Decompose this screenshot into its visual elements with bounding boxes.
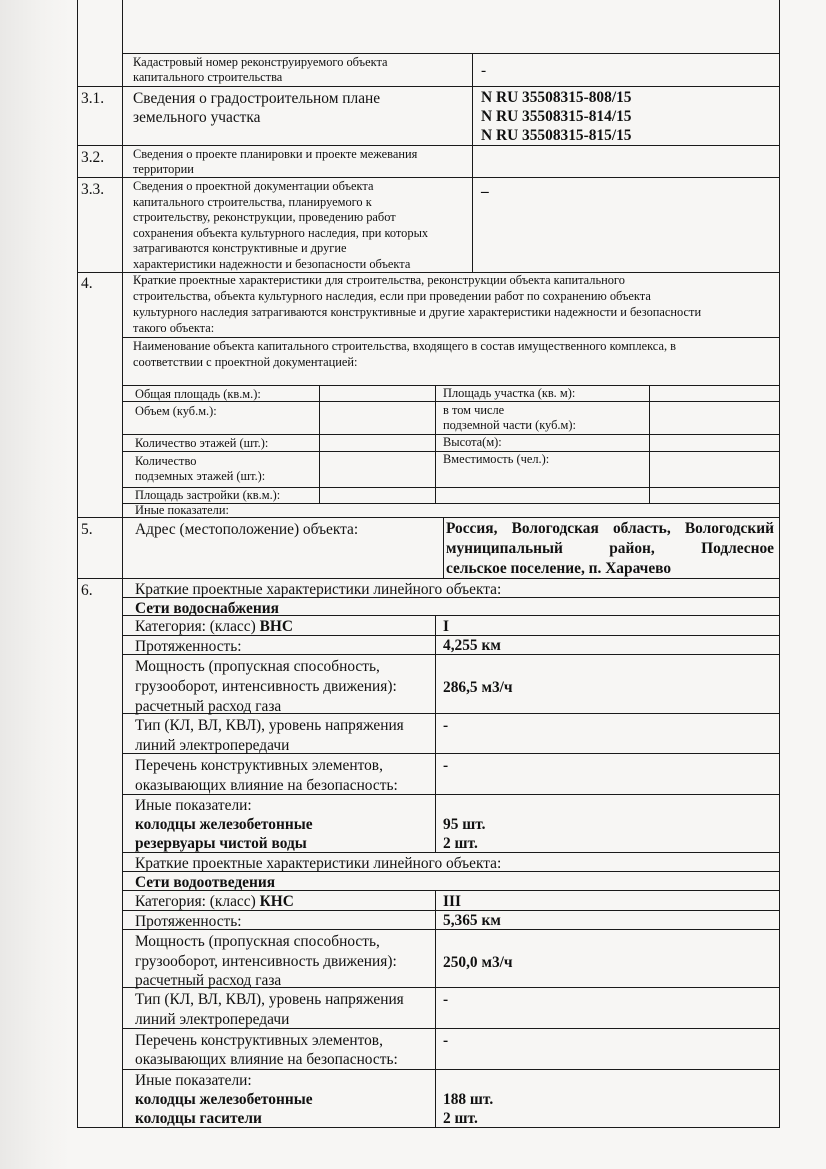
project-doc-label: капитального строительства, планируемого к	[133, 194, 372, 209]
linear-object-title: Краткие проектные характеристики линейного объекта:	[135, 855, 502, 872]
row-border	[77, 86, 780, 87]
project-doc-label: сохранения объекта культурного наследия, при которых	[133, 225, 429, 240]
underground-volume-label: подземной части (куб.м):	[443, 418, 576, 432]
row-number: 3.3.	[81, 181, 105, 198]
item-value: 188 шт.	[443, 1091, 494, 1108]
elements-value: -	[443, 757, 449, 774]
row-number: 5.	[81, 521, 93, 538]
underground-floors-label: Количество	[135, 454, 197, 468]
including-label: в том числе	[443, 403, 505, 417]
col-border	[443, 517, 444, 578]
row-border	[122, 53, 780, 54]
col-border	[122, 0, 123, 1128]
row-number: 3.2.	[81, 149, 105, 166]
category-label: Категория: (класс)	[135, 893, 256, 910]
project-doc-label: характеристики надежности и безопасности объекта	[133, 256, 411, 271]
gpzu-label: Сведения о градостроительном плане	[133, 90, 381, 107]
category-code: КНС	[259, 893, 294, 910]
built-area-label: Площадь застройки (кв.м.):	[135, 488, 281, 502]
line-type-label: линий электропередачи	[135, 737, 290, 754]
col-border	[435, 890, 436, 1127]
line-type-label: Тип (КЛ, ВЛ, КВЛ), уровень напряжения	[135, 717, 404, 734]
project-doc-label: затрагиваются конструктивные и другие	[133, 241, 347, 255]
network-name: Сети водоотведения	[135, 874, 276, 891]
col-border	[779, 0, 780, 1128]
power-label: Мощность (пропускная способность,	[135, 933, 380, 950]
item-value: 95 шт.	[443, 816, 486, 833]
col-border	[435, 385, 436, 503]
item-label: колодцы железобетонные	[135, 816, 313, 833]
item-value: 2 шт.	[443, 1110, 478, 1127]
plot-area-label: Площадь участка (кв. м):	[443, 386, 576, 400]
col-border	[472, 53, 473, 273]
planning-label: территории	[133, 162, 194, 176]
address-value: сельское поселение, п. Харачево	[446, 560, 672, 577]
category-row	[135, 892, 294, 911]
item-value: 2 шт.	[443, 835, 478, 852]
length-label: Протяженность:	[135, 913, 242, 930]
category-label: Категория: (класс)	[135, 618, 256, 635]
category-row	[135, 617, 293, 636]
length-value: 5,365 км	[443, 912, 501, 929]
category-code: ВНС	[259, 618, 293, 635]
elements-label: Перечень конструктивных элементов,	[135, 1032, 383, 1049]
address-value: муниципальный район, Подлесное	[446, 540, 774, 557]
item-label: колодцы гасители	[135, 1110, 262, 1127]
line-type-label: Тип (КЛ, ВЛ, КВЛ), уровень напряжения	[135, 991, 404, 1008]
category-value: I	[443, 618, 449, 635]
gpzu-number: N RU 35508315-815/15	[481, 127, 632, 144]
cadastral-label: Кадастровый номер реконструируемого объекта	[133, 55, 388, 69]
elements-label: оказывающих влияние на безопасность:	[135, 777, 398, 794]
page-edge	[0, 0, 70, 1169]
length-label: Протяженность:	[135, 638, 242, 655]
section-4-text: такого объекта:	[133, 321, 215, 335]
item-label: колодцы железобетонные	[135, 1091, 313, 1108]
volume-label: Объем (куб.м.):	[135, 404, 217, 418]
power-value: 250,0 м3/ч	[443, 954, 513, 971]
project-doc-value: –	[481, 183, 489, 200]
row-number: 6.	[81, 582, 93, 599]
power-label: грузооборот, интенсивность движения):	[135, 678, 397, 695]
height-label: Высота(м):	[443, 435, 502, 449]
col-border	[435, 615, 436, 852]
col-border	[319, 385, 320, 503]
col-border	[77, 0, 78, 1128]
row-number: 3.1.	[81, 90, 105, 107]
other-label: Иные показатели:	[135, 797, 252, 814]
category-value: III	[443, 893, 461, 910]
elements-label: Перечень конструктивных элементов,	[135, 757, 383, 774]
cadastral-value: -	[481, 62, 487, 79]
line-type-label: линий электропередачи	[135, 1011, 290, 1028]
linear-object-title: Краткие проектные характеристики линейного объекта:	[135, 581, 502, 598]
cadastral-label: капитального строительства	[133, 70, 283, 84]
other-label: Иные показатели:	[135, 1072, 252, 1089]
section-4-text: культурного наследия затрагиваются конструктивные и другие характеристики надежности и безопасности	[133, 305, 702, 319]
address-label: Адрес (местоположение) объекта:	[135, 521, 359, 538]
power-value: 286,5 м3/ч	[443, 679, 513, 696]
planning-label: Сведения о проекте планировки и проекте межевания	[133, 147, 418, 161]
line-type-value: -	[443, 717, 449, 734]
object-name-label: Наименование объекта капитального строительства, входящего в состав имущественного комплекса, в	[133, 339, 677, 353]
item-label: резервуары чистой воды	[135, 835, 307, 852]
row-border	[122, 1069, 780, 1070]
address-value: Россия, Вологодская область, Вологодский	[446, 520, 774, 537]
length-value: 4,255 км	[443, 637, 501, 654]
capacity-label: Вместимость (чел.):	[443, 452, 550, 466]
project-doc-label: Сведения о проектной документации объекта	[133, 179, 374, 193]
object-name-label: соответствии с проектной документацией:	[133, 355, 358, 369]
power-label: грузооборот, интенсивность движения):	[135, 953, 397, 970]
elements-label: оказывающих влияние на безопасность:	[135, 1051, 398, 1068]
power-label: Мощность (пропускная способность,	[135, 658, 380, 675]
row-border	[77, 177, 780, 178]
power-label: расчетный расход газа	[135, 698, 282, 715]
gpzu-label: земельного участка	[133, 109, 261, 126]
floors-label: Количество этажей (шт.):	[135, 436, 269, 450]
other-indicators-label: Иные показатели:	[135, 503, 229, 517]
col-border	[649, 385, 650, 503]
project-doc-label: строительству, реконструкции, проведению работ	[133, 210, 396, 224]
total-area-label: Общая площадь (кв.м.):	[135, 387, 261, 401]
network-name: Сети водоснабжения	[135, 600, 279, 617]
gpzu-number: N RU 35508315-814/15	[481, 108, 632, 125]
elements-value: -	[443, 1032, 449, 1049]
gpzu-number: N RU 35508315-808/15	[481, 89, 632, 106]
row-border	[77, 145, 780, 146]
row-number: 4.	[81, 275, 93, 292]
line-type-value: -	[443, 991, 449, 1008]
power-label: расчетный расход газа	[135, 972, 282, 989]
row-border	[77, 578, 780, 579]
row-border	[122, 337, 780, 338]
underground-floors-label: подземных этажей (шт.):	[135, 469, 266, 483]
section-4-text: строительства, объекта культурного наследия, если при проведении работ по сохранению объекта	[133, 289, 651, 303]
section-4-text: Краткие проектные характеристики для строительства, реконструкции объекта капитального	[133, 273, 625, 287]
